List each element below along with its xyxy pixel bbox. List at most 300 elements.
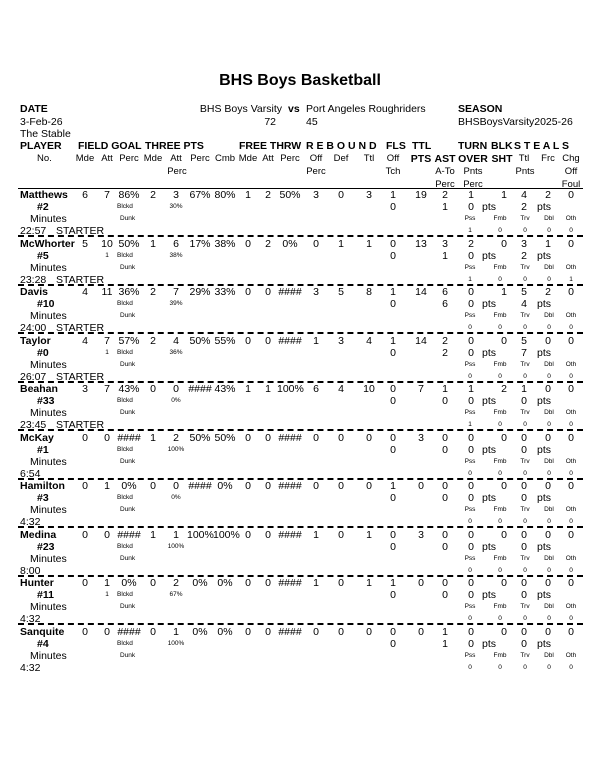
fg-att: 0 <box>104 528 110 541</box>
a-to: 0 <box>442 395 448 407</box>
minutes-label: Minutes <box>30 455 67 468</box>
ft-perc: #### <box>278 528 302 541</box>
assists: 0 <box>442 528 448 541</box>
col-frc: Frc <box>541 153 555 164</box>
reb-ttl: 1 <box>366 237 372 250</box>
home-score: 72 <box>264 116 276 128</box>
turnover-pss-label: Pss <box>464 603 476 610</box>
blocked-perc: 0% <box>171 397 181 404</box>
player-number: #0 <box>37 346 49 359</box>
dunk-label: Dunk <box>120 506 136 513</box>
blocked-count: 1 <box>105 251 109 259</box>
steal-pts: 2 <box>521 201 527 213</box>
reb-off: 0 <box>313 480 319 492</box>
three-att: 3 <box>173 189 179 201</box>
reb-off: 0 <box>313 431 319 444</box>
turnover-dbl-label: Dbl <box>544 215 554 222</box>
turnover-pss-label: Pss <box>464 457 476 465</box>
turnover-dbl-label: Dbl <box>544 554 554 562</box>
turnover-dbl-label: Dbl <box>544 312 554 319</box>
off-tch: 0 <box>390 637 396 650</box>
col-stl-pnts: Pnts <box>515 166 535 177</box>
turnover-trv-label: Trv <box>520 457 530 465</box>
three-perc: 100% <box>187 528 214 541</box>
blocked-label: Blckd <box>117 300 133 307</box>
player-name: Beahan <box>20 383 58 395</box>
blocked-label: Blckd <box>117 203 133 210</box>
fg-perc: 0% <box>121 577 137 589</box>
date-label: DATE <box>20 103 48 115</box>
turnover-fmb-count: 0 <box>498 227 502 234</box>
turnover-trv-label: Trv <box>520 360 530 368</box>
blocks: 0 <box>501 625 507 638</box>
fg-perc: 57% <box>118 334 140 347</box>
steals: 1 <box>521 383 527 395</box>
fg-made: 6 <box>82 189 88 201</box>
fg-made: 3 <box>82 383 88 395</box>
turnover-dbl-count: 0 <box>547 663 551 671</box>
steals: 5 <box>521 334 527 347</box>
a-to: 0 <box>442 540 448 553</box>
turnover-pts-label: pts <box>482 346 497 359</box>
turnovers: 0 <box>468 480 474 492</box>
turnovers: 0 <box>468 286 474 298</box>
a-to: 0 <box>442 492 448 504</box>
home-team: BHS Boys Varsity <box>199 103 282 115</box>
steals: 0 <box>521 625 527 638</box>
ft-perc: 100% <box>277 383 304 395</box>
col-ast: AST <box>434 153 456 165</box>
turnover-pss-label: Pss <box>464 360 476 368</box>
col-fg-att: Att <box>101 153 113 164</box>
turnovers: 0 <box>468 431 474 444</box>
minutes-label: Minutes <box>30 407 67 419</box>
dunk-label: Dunk <box>120 457 136 465</box>
a-to: 1 <box>442 201 448 213</box>
reb-off: 0 <box>313 237 319 250</box>
turnover-oth-label: Oth <box>565 263 577 271</box>
steal-pts-label: pts <box>537 492 552 504</box>
minutes-value: 22:57 <box>20 225 47 237</box>
fg-perc: 43% <box>118 383 140 395</box>
turnover-pss-label: Pss <box>464 506 476 513</box>
fg-made: 0 <box>82 480 88 492</box>
col-off: Off <box>386 153 400 164</box>
away-score: 45 <box>306 116 318 128</box>
fg-att: 7 <box>104 189 110 201</box>
minutes-value: 26:07 <box>20 370 47 383</box>
turnover-oth-label: Oth <box>565 651 577 659</box>
steal-pts: 0 <box>521 637 527 650</box>
off-tch: 0 <box>390 346 396 359</box>
turnover-dbl-label: Dbl <box>544 651 554 659</box>
three-att: 1 <box>173 528 179 541</box>
reb-off: 1 <box>313 334 319 347</box>
fg-made: 4 <box>82 334 88 347</box>
turnover-trv-count: 0 <box>523 227 527 234</box>
cmb-perc: 38% <box>214 237 236 250</box>
dunk-label: Dunk <box>120 215 136 222</box>
col-chg: Chg <box>562 153 580 164</box>
col-sht: SHT <box>491 153 513 165</box>
turnover-pss-label: Pss <box>464 215 476 222</box>
three-att: 6 <box>173 237 179 250</box>
player-name: Davis <box>20 286 49 298</box>
turnover-fmb-label: Fmb <box>493 554 507 562</box>
ft-perc: #### <box>278 334 302 347</box>
turnover-fmb-label: Fmb <box>493 651 507 659</box>
minutes-label: Minutes <box>30 601 67 613</box>
turnover-trv-label: Trv <box>520 603 530 610</box>
col-turn: TURN <box>458 140 488 152</box>
steal-pts-label: pts <box>537 395 552 407</box>
forced: 2 <box>545 286 551 298</box>
turnovers: 0 <box>468 577 474 589</box>
turnover-dbl-label: Dbl <box>544 603 554 610</box>
fg-att: 10 <box>101 237 113 250</box>
fg-att: 11 <box>101 286 113 298</box>
fg-perc: 0% <box>121 480 137 492</box>
turnover-trv-count: 0 <box>523 663 527 671</box>
player-name: Taylor <box>20 334 51 347</box>
points: 7 <box>418 383 424 395</box>
ft-made: 0 <box>245 431 251 444</box>
steal-pts: 0 <box>521 395 527 407</box>
three-att: 1 <box>173 625 179 638</box>
off-tch: 0 <box>390 540 396 553</box>
turnover-pts: 0 <box>468 346 474 359</box>
blocked-label: Blckd <box>117 251 133 259</box>
turnover-pss-count: 1 <box>468 421 472 428</box>
steals: 0 <box>521 577 527 589</box>
points: 13 <box>415 237 427 250</box>
dunk-label: Dunk <box>120 409 136 416</box>
player-name: Medina <box>20 528 57 541</box>
charge: 0 <box>568 577 574 589</box>
steals: 0 <box>521 480 527 492</box>
steals: 4 <box>521 189 527 201</box>
cmb-perc: 43% <box>214 383 236 395</box>
blocked-perc: 38% <box>169 251 183 259</box>
turnover-fmb-label: Fmb <box>493 603 507 610</box>
ft-perc: 50% <box>279 189 301 201</box>
blocked-label: Blckd <box>117 542 133 550</box>
assists: 1 <box>442 383 448 395</box>
col-fls: FLS <box>386 140 406 152</box>
row-separator <box>18 429 583 431</box>
turnover-trv-count: 0 <box>523 469 527 477</box>
ft-made: 0 <box>245 334 251 347</box>
starter-label: STARTER <box>56 273 105 286</box>
turnover-dbl-label: Dbl <box>544 506 554 513</box>
turnover-pss-label: Pss <box>464 312 476 319</box>
player-number: #11 <box>37 589 54 601</box>
col-3p-mde: Mde <box>143 153 163 164</box>
three-perc: #### <box>188 383 212 395</box>
blocked-perc: 100% <box>167 639 185 647</box>
dunk-label: Dunk <box>120 263 136 271</box>
three-att: 4 <box>173 334 179 347</box>
assists: 0 <box>442 480 448 492</box>
vs-label: vs <box>288 103 300 115</box>
turnover-pss-label: Pss <box>464 554 476 562</box>
assists: 6 <box>442 286 448 298</box>
ft-made: 1 <box>245 189 251 201</box>
forced: 0 <box>545 431 551 444</box>
fg-made: 5 <box>82 237 88 250</box>
forced: 0 <box>545 577 551 589</box>
off-tch: 0 <box>390 589 396 601</box>
turnover-pts: 0 <box>468 201 474 213</box>
minutes-value: 23:45 <box>20 419 47 431</box>
minutes-label: Minutes <box>30 213 67 225</box>
fg-att: 0 <box>104 431 110 444</box>
fg-perc: 50% <box>118 237 140 250</box>
header-rule <box>18 188 583 189</box>
assists: 0 <box>442 431 448 444</box>
ft-att: 0 <box>265 286 271 298</box>
steals: 0 <box>521 528 527 541</box>
ft-perc: #### <box>278 625 302 638</box>
cmb-perc: 33% <box>214 286 236 298</box>
ft-att: 0 <box>265 431 271 444</box>
reb-def: 1 <box>338 237 344 250</box>
reb-ttl: 4 <box>366 334 372 347</box>
player-number: #3 <box>37 492 49 504</box>
turnover-pss-label: Pss <box>464 651 476 659</box>
col-player: PLAYER <box>20 140 62 152</box>
turnover-trv-label: Trv <box>520 554 530 562</box>
starter-label: STARTER <box>56 322 105 334</box>
fg-perc: 36% <box>118 286 140 298</box>
turnover-oth-label: Oth <box>565 506 577 513</box>
col-turn-perc: Perc <box>463 179 483 190</box>
col-ft-att: Att <box>262 153 274 164</box>
forced: 2 <box>545 189 551 201</box>
steal-pts: 0 <box>521 492 527 504</box>
player-number: #2 <box>37 201 49 213</box>
col-steals: S T E A L S <box>514 140 570 152</box>
turnover-pss-count: 0 <box>468 566 472 574</box>
turnover-dbl-count: 0 <box>547 324 551 331</box>
minutes-label: Minutes <box>30 261 67 274</box>
col-stl-ttl: Ttl <box>518 153 530 164</box>
col-ft-perc: Perc <box>280 153 300 164</box>
turnovers: 0 <box>468 334 474 347</box>
reb-ttl: 0 <box>366 480 372 492</box>
turnover-fmb-count: 0 <box>498 324 502 331</box>
minutes-value: 23:28 <box>20 273 47 286</box>
forced: 1 <box>545 237 551 250</box>
player-name: Matthews <box>20 189 68 201</box>
minutes-label: Minutes <box>30 504 67 516</box>
reb-def: 0 <box>338 577 344 589</box>
three-made: 0 <box>150 383 156 395</box>
blocked-count: 1 <box>105 348 109 356</box>
reb-off: 3 <box>313 286 319 298</box>
turnover-dbl-count: 0 <box>547 227 551 234</box>
col-a-to-perc: Perc <box>435 179 455 190</box>
turnover-pts-label: pts <box>482 589 497 601</box>
blocked-label: Blckd <box>117 397 133 404</box>
turnover-pts-label: pts <box>482 249 497 262</box>
col-turn-pnts: Pnts <box>463 166 483 177</box>
three-perc: 29% <box>189 286 211 298</box>
steal-pts: 7 <box>521 346 527 359</box>
season-value: BHSBoysVarsity2025-26 <box>458 116 573 128</box>
ft-perc: #### <box>278 286 302 298</box>
dunk-label: Dunk <box>120 360 136 368</box>
a-to: 0 <box>442 589 448 601</box>
season-label: SEASON <box>458 103 503 115</box>
minutes-value: 8:00 <box>20 564 41 577</box>
reb-def: 4 <box>338 383 344 395</box>
report-title: BHS Boys Basketball <box>219 72 381 89</box>
col-3p-att-perc: Perc <box>167 166 187 177</box>
charge: 0 <box>568 286 574 298</box>
starter-label: STARTER <box>56 370 105 383</box>
points: 14 <box>415 334 427 347</box>
turnover-fmb-label: Fmb <box>493 457 507 465</box>
turnover-pss-count: 0 <box>468 663 472 671</box>
three-perc: 50% <box>189 431 211 444</box>
assists: 3 <box>442 237 448 250</box>
player-name: Sanquite <box>20 625 65 638</box>
col-cmb: Cmb <box>214 153 236 164</box>
player-name: McWhorter <box>20 237 75 250</box>
turnover-trv-label: Trv <box>520 215 530 222</box>
fg-perc: #### <box>117 625 141 638</box>
turnover-dbl-count: 0 <box>547 615 551 622</box>
turnover-oth-count: 0 <box>569 227 573 234</box>
starter-label: STARTER <box>56 419 105 431</box>
turnover-pts-label: pts <box>482 201 497 213</box>
a-to: 0 <box>442 443 448 456</box>
turnover-fmb-label: Fmb <box>493 312 507 319</box>
reb-off: 0 <box>313 625 319 638</box>
three-made: 0 <box>150 625 156 638</box>
reb-def: 0 <box>338 528 344 541</box>
dunk-label: Dunk <box>120 651 136 659</box>
minutes-label: Minutes <box>30 552 67 565</box>
minutes-label: Minutes <box>30 649 67 662</box>
fg-made: 0 <box>82 528 88 541</box>
reb-def: 0 <box>338 480 344 492</box>
blocks: 0 <box>501 431 507 444</box>
player-number: #33 <box>37 395 55 407</box>
steal-pts-label: pts <box>537 201 552 213</box>
three-made: 0 <box>150 480 156 492</box>
off-tch: 0 <box>390 492 396 504</box>
turnover-pts-label: pts <box>482 637 497 650</box>
three-made: 1 <box>150 431 156 444</box>
blocks: 0 <box>501 480 507 492</box>
three-made: 2 <box>150 286 156 298</box>
cmb-perc: 80% <box>214 189 236 201</box>
charge: 0 <box>568 528 574 541</box>
forced: 0 <box>545 383 551 395</box>
three-made: 1 <box>150 528 156 541</box>
reb-ttl: 0 <box>366 625 372 638</box>
turnover-trv-label: Trv <box>520 651 530 659</box>
ft-att: 2 <box>265 237 271 250</box>
assists: 0 <box>442 577 448 589</box>
blocked-count: 1 <box>105 591 109 598</box>
turnover-oth-count: 0 <box>569 566 573 574</box>
fouls: 1 <box>390 577 396 589</box>
fg-made: 0 <box>82 625 88 638</box>
fouls: 1 <box>390 480 396 492</box>
turnover-fmb-label: Fmb <box>493 409 507 416</box>
fg-att: 1 <box>104 480 110 492</box>
forced: 0 <box>545 480 551 492</box>
turnover-trv-label: Trv <box>520 506 530 513</box>
turnover-pts: 0 <box>468 443 474 456</box>
fg-made: 0 <box>82 577 88 589</box>
reb-ttl: 8 <box>366 286 372 298</box>
charge: 0 <box>568 625 574 638</box>
ft-att: 0 <box>265 625 271 638</box>
three-att: 2 <box>173 577 179 589</box>
ft-made: 0 <box>245 528 251 541</box>
turnover-pss-label: Pss <box>464 263 476 271</box>
turnover-oth-label: Oth <box>565 312 577 319</box>
blocks: 0 <box>501 528 507 541</box>
turnover-dbl-label: Dbl <box>544 263 554 271</box>
col-3p-att: Att <box>170 153 182 164</box>
fg-att: 0 <box>104 625 110 638</box>
three-perc: 50% <box>189 334 211 347</box>
turnover-pss-count: 0 <box>468 324 472 331</box>
fg-att: 7 <box>104 383 110 395</box>
turnover-fmb-count: 0 <box>498 663 502 671</box>
col-pts: PTS <box>410 153 432 165</box>
off-tch: 0 <box>390 298 396 310</box>
reb-def: 0 <box>338 431 344 444</box>
three-att: 2 <box>173 431 179 444</box>
turnover-oth-count: 1 <box>569 275 573 283</box>
blocks: 0 <box>501 334 507 347</box>
turnover-oth-label: Oth <box>565 554 577 562</box>
fouls: 1 <box>390 334 396 347</box>
three-made: 2 <box>150 189 156 201</box>
turnover-oth-count: 0 <box>569 372 573 380</box>
ft-made: 0 <box>245 480 251 492</box>
turnover-oth-label: Oth <box>565 457 577 465</box>
blocked-perc: 36% <box>169 348 183 356</box>
minutes-value: 4:32 <box>20 613 41 625</box>
turnover-oth-label: Oth <box>565 603 577 610</box>
steal-pts-label: pts <box>537 298 552 310</box>
col-ft-mde: Mde <box>238 153 258 164</box>
blocked-label: Blckd <box>117 591 133 598</box>
col-chg-foul: Foul <box>561 179 581 190</box>
row-separator <box>18 332 583 334</box>
turnover-dbl-count: 0 <box>547 275 551 283</box>
steal-pts: 4 <box>521 298 527 310</box>
ft-att: 0 <box>265 577 271 589</box>
ft-att: 0 <box>265 528 271 541</box>
fouls: 0 <box>390 528 396 541</box>
turnover-fmb-label: Fmb <box>493 360 507 368</box>
steal-pts: 0 <box>521 589 527 601</box>
turnover-dbl-count: 0 <box>547 421 551 428</box>
three-made: 2 <box>150 334 156 347</box>
reb-ttl: 1 <box>366 528 372 541</box>
assists: 2 <box>442 334 448 347</box>
turnover-pts: 0 <box>468 492 474 504</box>
fg-perc: #### <box>117 431 141 444</box>
